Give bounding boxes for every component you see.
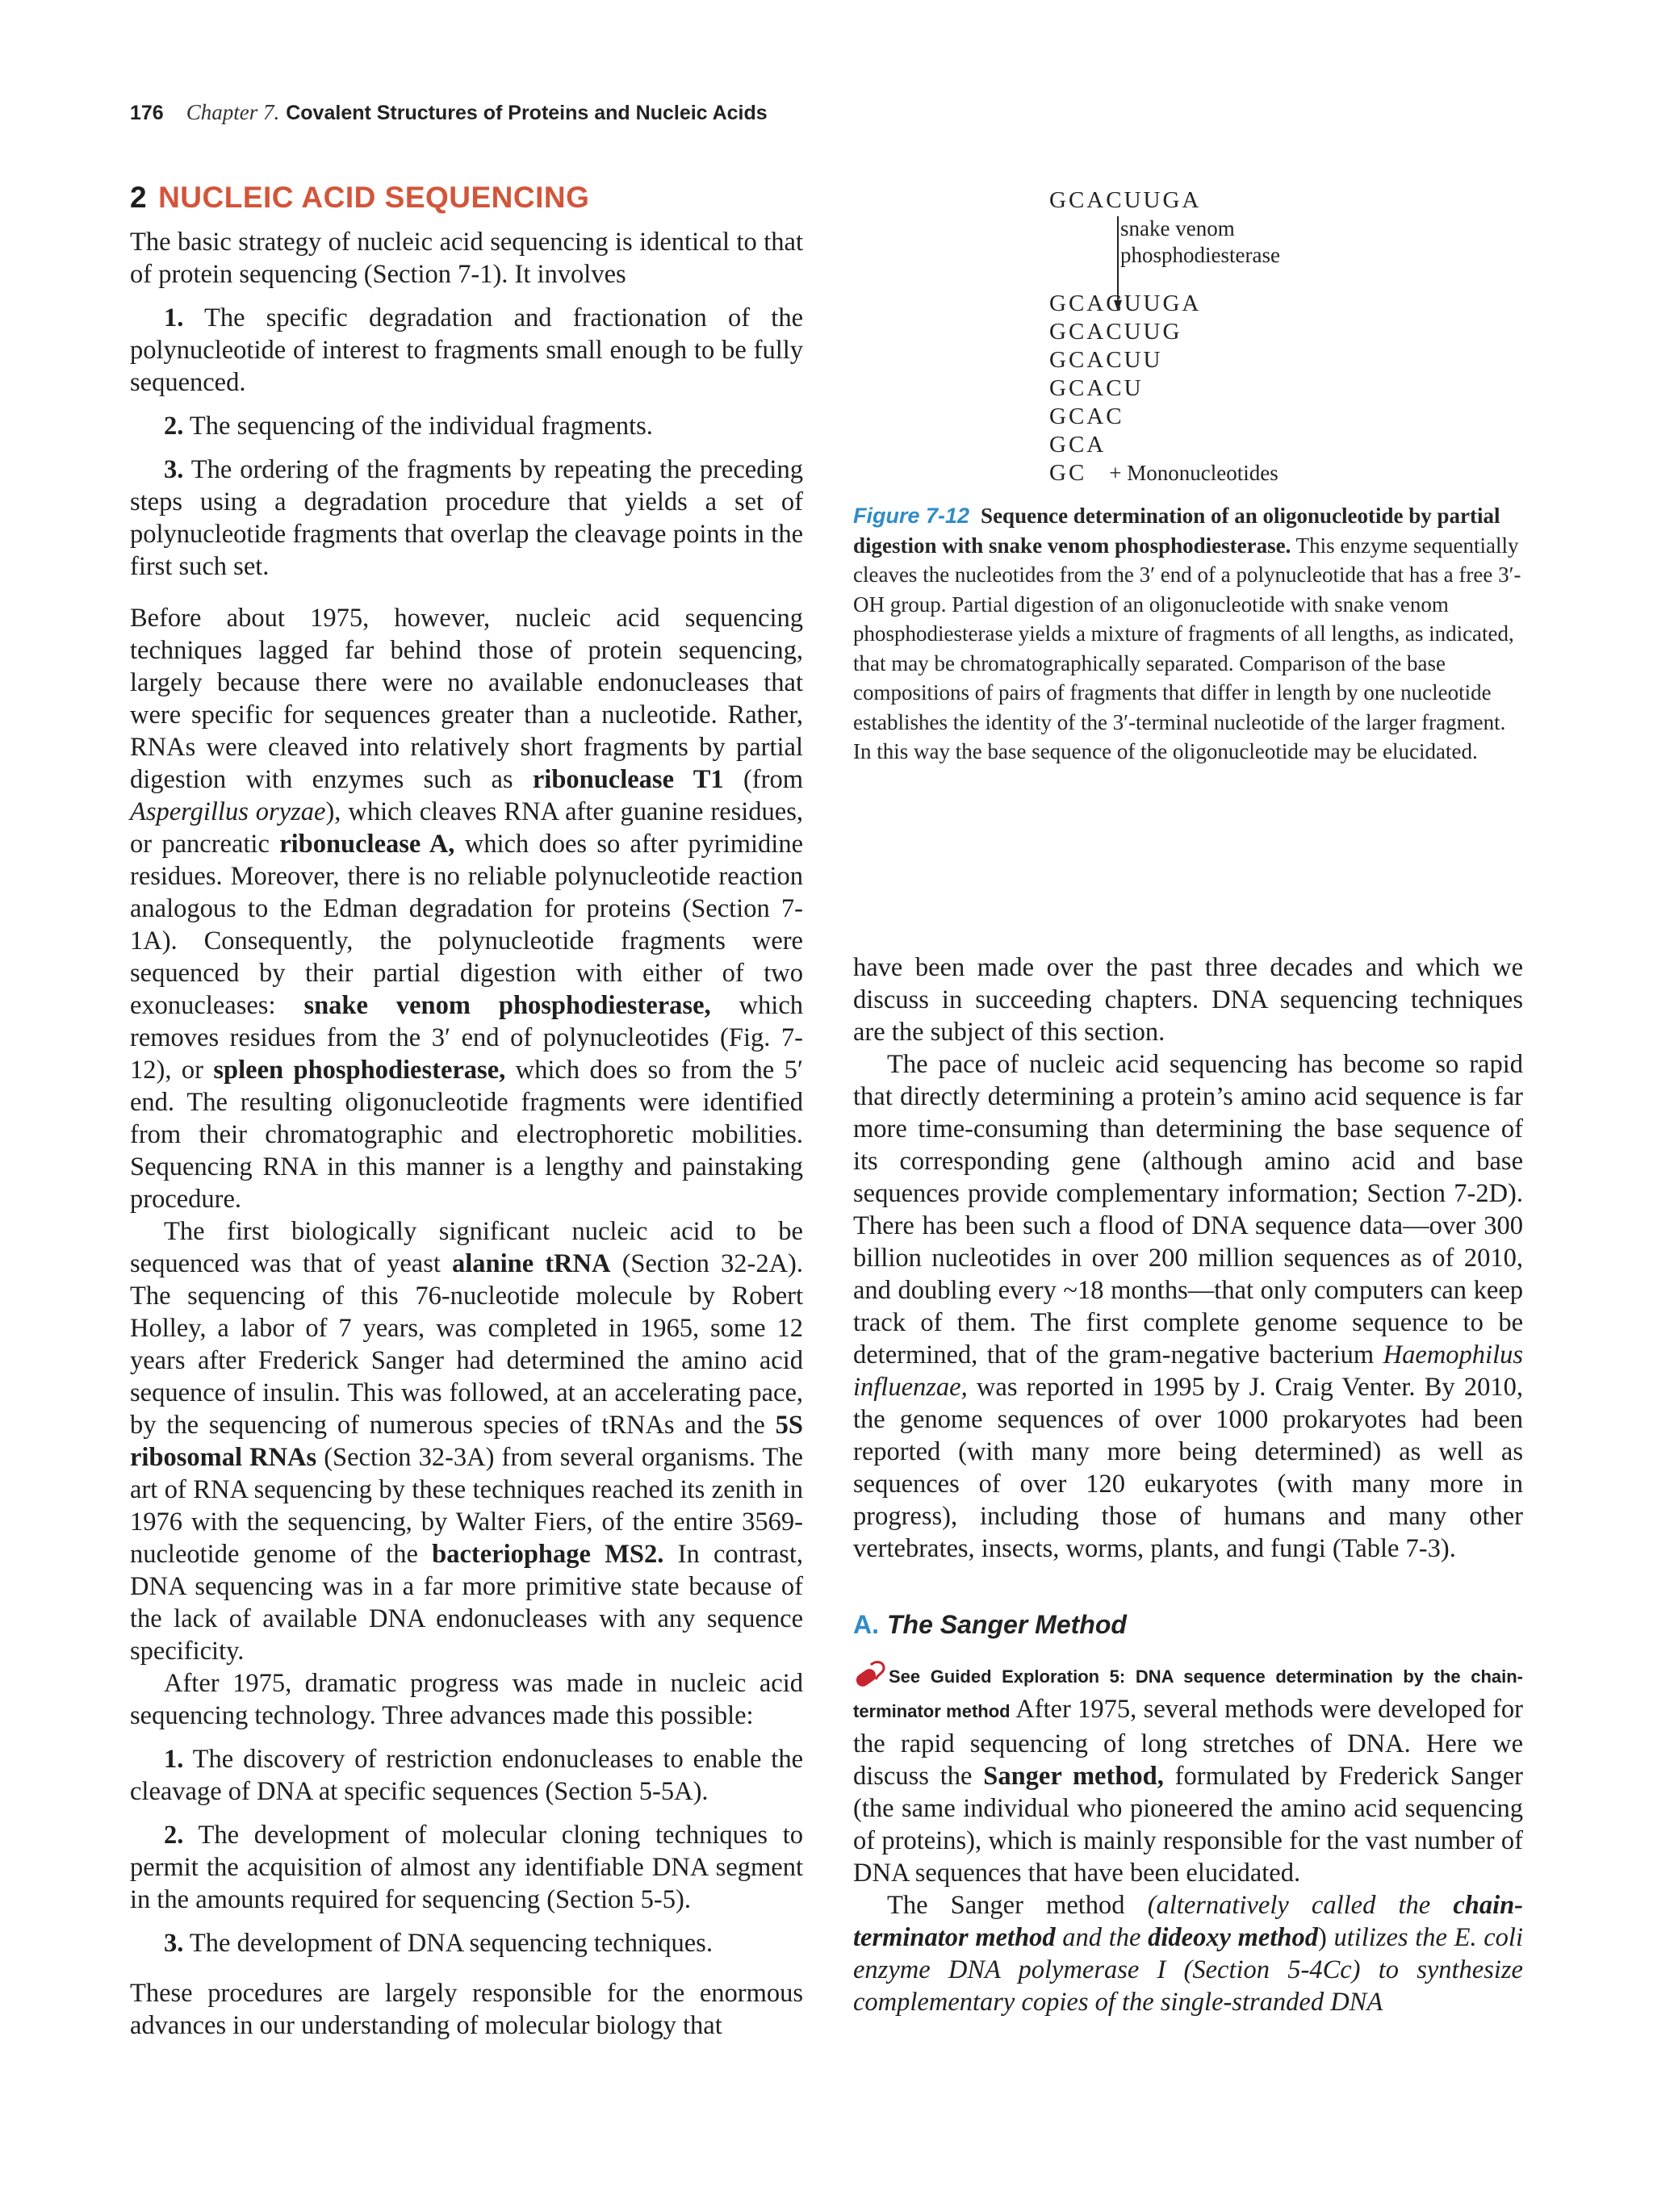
- caption-title: Sequence determination of an oligonucleotide by partial digestion with snake venom phosphodiesterase.: [853, 504, 1500, 558]
- section-heading: [130, 179, 803, 216]
- figure-caption: [853, 501, 1523, 767]
- enzyme-label: snake venom: [1120, 216, 1235, 240]
- guided-exploration-link[interactable]: See Guided Exploration 5: DNA sequence determination by the chain-terminator method: [853, 1666, 1523, 1721]
- fragment-label: GCA: [1049, 432, 1107, 458]
- chapter-title: Covalent Structures of Proteins and Nucleic Acids: [286, 102, 768, 124]
- subsection-title: The Sanger Method: [887, 1610, 1127, 1639]
- body-paragraph: The first biologically significant nucleic acid to be sequenced was that of yeast alanine tRNA (Section 32-2A). The sequencing of this 76-nucleotide molecule by Robert Holley, a labor of 7 years, was completed in 1965, some 12 years after Frederick Sanger had determined the amino acid sequence of insulin. This was followed, at an accelerating pace, by the sequencing of numerous species of tRNAs and the 5S ribosomal RNAs (Section 32-3A) from several organisms. The art of RNA sequencing by these techniques reached its zenith in 1976 with the sequencing, by Walter Fiers, of the entire 3569-nucleotide genome of the bacteriophage MS2. In contrast, DNA sequencing was in a far more primitive state because of the lack of available DNA endonucleases with any sequence specificity.: [130, 1217, 803, 1666]
- intro-paragraph: The basic strategy of nucleic acid sequencing is identical to that of protein sequencing (Section 7-1). It involves: [130, 228, 803, 289]
- fragment-label: GCACU: [1049, 375, 1144, 401]
- body-paragraph: The Sanger method (alternatively called the chain-terminator method and the dideoxy method) utilizes the E. coli enzyme DNA polymerase I (Section 5-4Cc) to synthesize complementary copies of the single-stranded DNA: [853, 1891, 1524, 2017]
- subsection-letter: A.: [853, 1610, 879, 1639]
- body-paragraph: Before about 1975, however, nucleic acid sequencing techniques lagged far behind those of protein sequencing, largely because there were no available endonucleases that were specific for sequences greater than a nucleotide. Rather, RNAs were cleaved into relatively short fragments by partial digestion with enzymes such as ribonuclease T1 (from Aspergillus oryzae), which cleaves RNA after guanine residues, or pancreatic ribonuclease A, which does so after pyrimidine residues. Moreover, there is no reliable polynucleotide reaction analogous to the Edman degradation for proteins (Section 7-1A). Consequently, the polynucleotide fragments were sequenced by their partial digestion with either of two exonucleases: snake venom phosphodiesterase, which removes residues from the 3′ end of polynucleotides (Fig. 7-12), or spleen phosphodiesterase, which does so from the 5′ end. The resulting oligonucleotide fragments were identified from their chromatographic and electrophoretic mobilities. Sequencing RNA in this manner is a lengthy and painstaking procedure.: [130, 604, 803, 1214]
- fragment-label: GCACUU: [1049, 347, 1163, 373]
- guided-exploration-icon[interactable]: [853, 1658, 889, 1687]
- subsection-heading: [853, 1608, 1523, 1641]
- body-paragraph: See Guided Exploration 5: DNA sequence determination by the chain-terminator method After 1975, several methods were developed for the rapid sequencing of long stretches of DNA. Here we discuss the Sanger method, formulated by Frederick Sanger (the same individual who pioneered the amino acid sequencing of proteins), which is mainly responsible for the vast number of DNA sequences that have been elucidated.: [853, 1658, 1523, 1889]
- running-header: [130, 100, 768, 125]
- mononucleotides-label: + Mononucleotides: [1109, 461, 1278, 485]
- list-item: 2. The development of molecular cloning techniques to permit the acquisition of almost any identifiable DNA segment in the amounts required for sequencing (Section 5-5).: [130, 1821, 803, 1914]
- right-column: [853, 951, 1523, 2018]
- body-paragraph: After 1975, dramatic progress was made in nucleic acid sequencing technology. Three advances made this possible:: [130, 1669, 803, 1730]
- body-paragraph: These procedures are largely responsible for the enormous advances in our understanding of molecular biology that: [130, 1979, 803, 2040]
- list-item: 1. The specific degradation and fractionation of the polynucleotide of interest to fragments small enough to be fully sequenced.: [130, 303, 803, 397]
- chapter-label: Chapter 7.: [186, 100, 280, 124]
- section-number: 2: [130, 181, 148, 214]
- fragment-label: GCAC: [1049, 404, 1124, 429]
- list-item: 2. The sequencing of the individual fragments.: [164, 412, 653, 441]
- left-column: [130, 179, 803, 2042]
- list-item: 3. The development of DNA sequencing techniques.: [164, 1929, 713, 1958]
- section-title: NUCLEIC ACID SEQUENCING: [158, 181, 590, 214]
- caption-text: This enzyme sequentially cleaves the nucleotides from the 3′ end of a polynucleotide that has a free 3′-OH group. Partial digestion of an oligonucleotide with snake venom phosphodiesterase yields a mixture of fragments of all lengths, as indicated, that may be chromatographically separated. Comparison of the base compositions of pairs of fragments that differ in length by one nucleotide establishes the identity of the 3′-terminal nucleotide of the larger fragment. In this way the base sequence of the oligonucleotide may be elucidated.: [853, 533, 1521, 763]
- figure-label: Figure 7-12: [853, 504, 970, 528]
- list-item: 1. The discovery of restriction endonucleases to enable the cleavage of DNA at specific sequences (Section 5-5A).: [130, 1745, 803, 1806]
- page-number: 176: [130, 102, 164, 124]
- body-paragraph: The pace of nucleic acid sequencing has become so rapid that directly determining a protein’s amino acid sequence is far more time-consuming than determining the base sequence of its corresponding gene (although amino acid and base sequences provide complementary information; Section 7-2D). There has been such a flood of DNA sequence data—over 300 billion nucleotides in over 200 million sequences as of 2010, and doubling every ~18 months—that only computers can keep track of them. The first complete genome sequence to be determined, that of the gram-negative bacterium Haemophilus influenzae, was reported in 1995 by J. Craig Venter. By 2010, the genome sequences of over 1000 prokaryotes had been reported (with many more being determined) as well as sequences of over 120 eukaryotes (with many more in progress), including those of humans and many other vertebrates, insects, worms, plants, and fungi (Table 7-3).: [853, 1050, 1523, 1563]
- fragment-label: GC + Mononucleotides: [1049, 460, 1278, 486]
- sequence-label: GCACUUGA: [1049, 187, 1202, 213]
- fragment-label: GCACUUGA: [1049, 291, 1202, 316]
- enzyme-label: phosphodiesterase: [1120, 243, 1280, 267]
- fragment-label: GCACUUG: [1049, 319, 1182, 345]
- body-paragraph: have been made over the past three decades and which we discuss in succeeding chapters. DNA sequencing techniques are the subject of this section.: [853, 953, 1523, 1047]
- list-item: 3. The ordering of the fragments by repeating the preceding steps using a degradation procedure that yields a set of polynucleotide fragments that overlap the cleavage points in the first such set.: [130, 455, 803, 581]
